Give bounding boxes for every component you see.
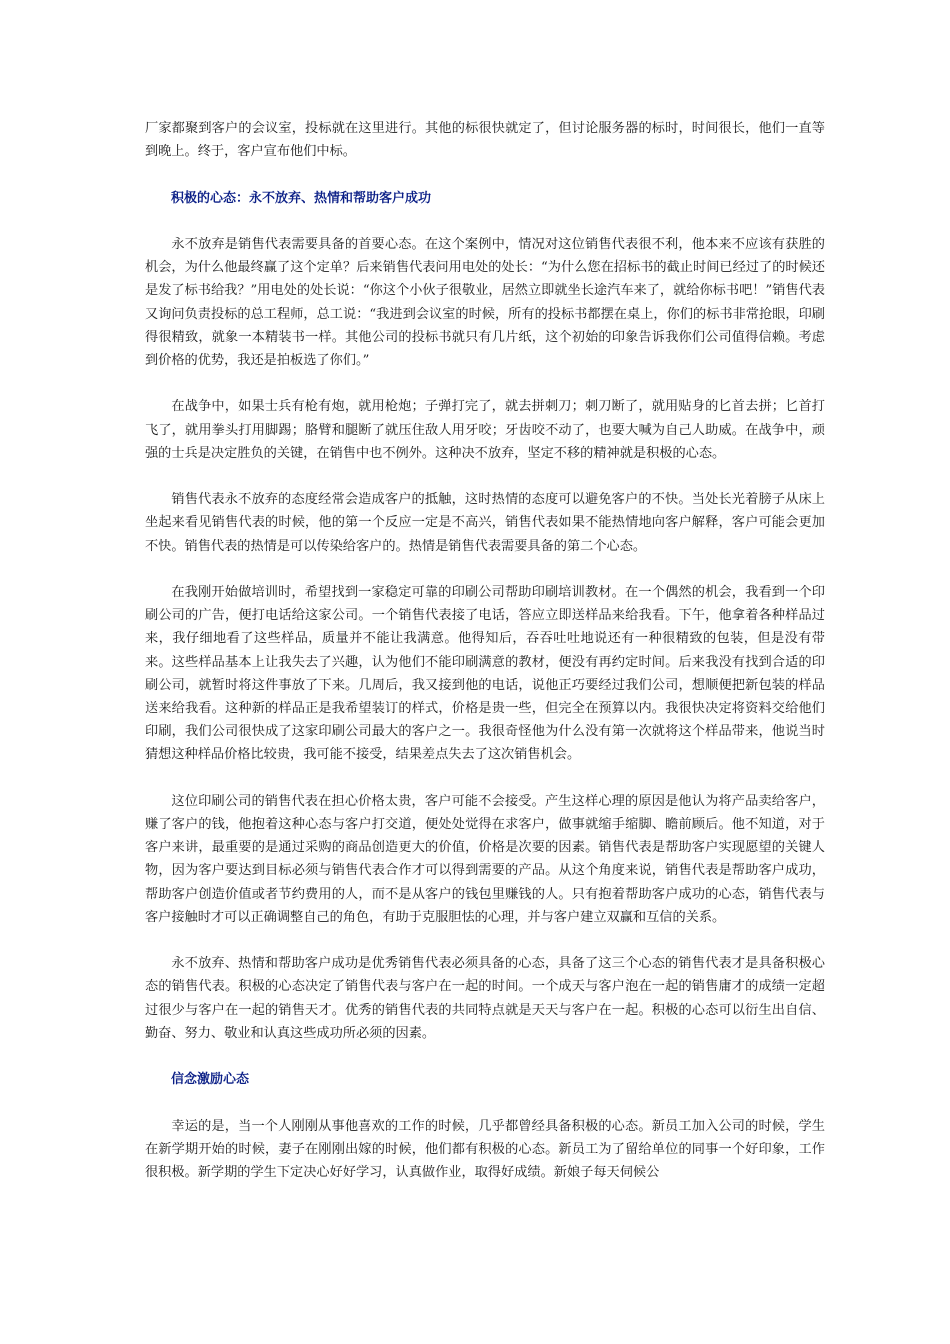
section-heading-belief-motivation: 信念激励心态 bbox=[171, 1072, 250, 1088]
paragraph-intro: 厂家都聚到客户的会议室，投标就在这里进行。其他的标很快就定了，但讨论服务器的标时，时间很长，他们一直等到晚上。终于，客户宣布他们中标。 bbox=[145, 121, 825, 160]
paragraph-summary: 永不放弃、热情和帮助客户成功是优秀销售代表必须具备的心态，具备了这三个心态的销售代表才是具备积极心态的销售代表。积极的心态决定了销售代表与客户在一起的时间。一个成天与客户泡在一起的销售庸才的成绩一定超过很少与客户在一起的销售天才。优秀的销售代表的共同特点就是天天与客户在一起。积极的心态可以衍生出自信、勤奋、努力、敬业和认真这些成功所必须的因素。 bbox=[145, 956, 825, 1041]
paragraph-enthusiasm: 销售代表永不放弃的态度经常会造成客户的抵触，这时热情的态度可以避免客户的不快。当处长光着膀子从床上坐起来看见销售代表的时候，他的第一个反应一定是不高兴，销售代表如果不能热情地向客户解释，客户可能会更加不快。销售代表的热情是可以传染给客户的。热情是销售代表需要具备的第二个心态。 bbox=[145, 492, 825, 554]
paragraph-war-analogy: 在战争中，如果士兵有枪有炮，就用枪炮；子弹打完了，就去拼刺刀；刺刀断了，就用贴身的匕首去拼；匕首打飞了，就用拳头打用脚踢；胳臂和腿断了就压住敌人用牙咬；牙齿咬不动了，也要大喊为自己人助威。在战争中，顽强的士兵是决定胜负的关键，在销售中也不例外。这种决不放弃，坚定不移的精神就是积极的心态。 bbox=[145, 399, 825, 461]
paragraph-helping-customers: 这位印刷公司的销售代表在担心价格太贵，客户可能不会接受。产生这样心理的原因是他认为将产品卖给客户，赚了客户的钱，他抱着这种心态与客户打交道，便处处觉得在求客户，做事就缩手缩脚、瞻前顾后。他不知道，对于客户来讲，最重要的是通过采购的商品创造更大的价值，价格是次要的因素。销售代表是帮助客户实现愿望的关键人物，因为客户要达到目标必须与销售代表合作才可以得到需要的产品。从这个角度来说，销售代表是帮助客户成功，帮助客户创造价值或者节约费用的人，而不是从客户的钱包里赚钱的人。只有抱着帮助客户成功的心态，销售代表与客户接触时才可以正确调整自己的角色，有助于克服胆怯的心理，并与客户建立双赢和互信的关系。 bbox=[145, 793, 825, 925]
paragraph-printing-story: 在我刚开始做培训时，希望找到一家稳定可靠的印刷公司帮助印刷培训教材。在一个偶然的机会，我看到一个印刷公司的广告，便打电话给这家公司。一个销售代表接了电话，答应立即送样品来给我看。下午，他拿着各种样品过来，我仔细地看了这些样品，质量并不能让我满意。他得知后，吞吞吐吐地说还有一种很精致的包装，但是没有带来。这些样品基本上让我失去了兴趣，认为他们不能印刷满意的教材，便没有再约定时间。后来我没有找到合适的印刷公司，就暂时将这件事放了下来。几周后，我又接到他的电话，说他正巧要经过我们公司，想顺便把新包装的样品送来给我看。这种新的样品正是我希望装订的样式，价格是贵一些，但完全在预算以内。我很快决定将资料交给他们印刷，我们公司很快成了这家印刷公司最大的客户之一。我很奇怪他为什么没有第一次就将这个样品带来，他说当时猜想这种样品价格比较贵，我可能不接受，结果差点失去了这次销售机会。 bbox=[145, 584, 825, 763]
document-page bbox=[145, 117, 825, 1207]
paragraph-belief: 幸运的是，当一个人刚刚从事他喜欢的工作的时候，几乎都曾经具备积极的心态。新员工加入公司的时候，学生在新学期开始的时候，妻子在刚刚出嫁的时候，他们都有积极的心态。新员工为了留给单位的同事一个好印象，工作很积极。新学期的学生下定决心好好学习，认真做作业，取得好成绩。新娘子每天伺候公 bbox=[145, 1118, 825, 1180]
section-heading-positive-attitude: 积极的心态：永不放弃、热情和帮助客户成功 bbox=[171, 190, 432, 206]
paragraph-never-give-up: 永不放弃是销售代表需要具备的首要心态。在这个案例中，情况对这位销售代表很不利，他本来不应该有获胜的机会，为什么他最终赢了这个定单？后来销售代表问用电处的处长：“为什么您在招标书的截止时间已经过了的时候还是发了标书给我？”用电处的处长说：“你这个小伙子很敬业，居然立即就坐长途汽车来了，就给你标书吧！”销售代表又询问负责投标的总工程师，总工说：“我进到会议室的时候，所有的投标书都摆在桌上，你们的标书非常抢眼，印刷得很精致，就象一本精装书一样。其他公司的投标书就只有几片纸，这个初始的印象告诉我你们公司值得信赖。考虑到价格的优势，我还是拍板选了你们。” bbox=[145, 236, 825, 368]
